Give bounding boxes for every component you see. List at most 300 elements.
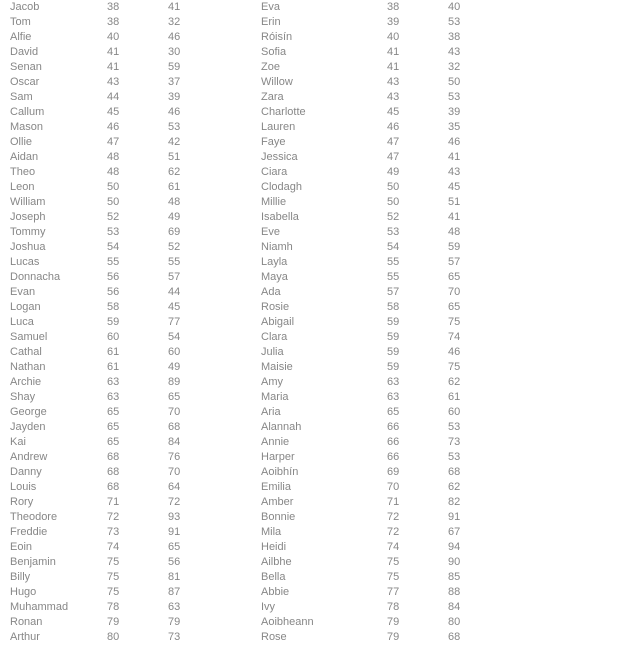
cell-boy-name-column: Joshua	[10, 241, 46, 253]
table-row	[0, 270, 630, 285]
cell-boy-name-column: Tom	[10, 16, 31, 28]
cell-girl-value-1-column: 57	[387, 286, 400, 298]
cell-girl-value-1-column: 54	[387, 241, 400, 253]
cell-boy-value-1-column: 79	[107, 616, 120, 628]
cell-boy-value-2-column: 65	[168, 541, 181, 553]
cell-boy-name-column: Hugo	[10, 586, 37, 598]
table-row	[0, 525, 630, 540]
cell-boy-name-column: Danny	[10, 466, 42, 478]
cell-boy-value-2-column: 32	[168, 16, 181, 28]
cell-girl-value-2-column: 45	[448, 181, 461, 193]
cell-girl-value-1-column: 50	[387, 196, 400, 208]
cell-girl-value-2-column: 35	[448, 121, 461, 133]
cell-boy-value-1-column: 61	[107, 346, 120, 358]
cell-girl-name-column: Abigail	[261, 316, 295, 328]
cell-girl-value-1-column: 55	[387, 271, 400, 283]
table-row	[0, 60, 630, 75]
cell-boy-value-1-column: 68	[107, 466, 120, 478]
cell-girl-name-column: Isabella	[261, 211, 299, 223]
cell-girl-name-column: Harper	[261, 451, 295, 463]
cell-boy-value-2-column: 45	[168, 301, 181, 313]
cell-girl-value-1-column: 70	[387, 481, 400, 493]
table-row	[0, 375, 630, 390]
cell-girl-value-2-column: 74	[448, 331, 461, 343]
cell-boy-value-2-column: 61	[168, 181, 181, 193]
cell-boy-value-2-column: 72	[168, 496, 181, 508]
cell-girl-value-1-column: 39	[387, 16, 400, 28]
cell-boy-value-1-column: 63	[107, 376, 120, 388]
cell-girl-name-column: Millie	[261, 196, 287, 208]
cell-boy-value-1-column: 56	[107, 271, 120, 283]
cell-boy-value-2-column: 54	[168, 331, 181, 343]
cell-girl-name-column: Lauren	[261, 121, 296, 133]
cell-girl-value-1-column: 63	[387, 376, 400, 388]
cell-boy-name-column: Ronan	[10, 616, 43, 628]
cell-boy-name-column: Samuel	[10, 331, 48, 343]
cell-boy-value-2-column: 70	[168, 406, 181, 418]
cell-girl-name-column: Clara	[261, 331, 288, 343]
cell-girl-name-column: Bonnie	[261, 511, 296, 523]
cell-boy-name-column: Lucas	[10, 256, 40, 268]
cell-boy-name-column: Joseph	[10, 211, 46, 223]
cell-boy-value-1-column: 72	[107, 511, 120, 523]
cell-girl-name-column: Abbie	[261, 586, 290, 598]
cell-boy-value-1-column: 74	[107, 541, 120, 553]
cell-boy-name-column: William	[10, 196, 46, 208]
cell-girl-value-2-column: 65	[448, 271, 461, 283]
cell-girl-value-1-column: 59	[387, 331, 400, 343]
cell-boy-value-2-column: 76	[168, 451, 181, 463]
cell-girl-value-2-column: 75	[448, 316, 461, 328]
cell-boy-name-column: Jayden	[10, 421, 46, 433]
cell-girl-value-2-column: 70	[448, 286, 461, 298]
cell-girl-value-1-column: 43	[387, 76, 400, 88]
cell-girl-value-2-column: 75	[448, 361, 461, 373]
cell-girl-value-1-column: 50	[387, 181, 400, 193]
cell-boy-value-2-column: 63	[168, 601, 181, 613]
cell-girl-value-1-column: 74	[387, 541, 400, 553]
table-row	[0, 135, 630, 150]
table-row	[0, 150, 630, 165]
cell-girl-value-1-column: 53	[387, 226, 400, 238]
cell-girl-value-2-column: 85	[448, 571, 461, 583]
cell-girl-value-2-column: 40	[448, 1, 461, 13]
table-row	[0, 15, 630, 30]
cell-girl-value-2-column: 68	[448, 466, 461, 478]
table-row	[0, 240, 630, 255]
cell-girl-value-1-column: 71	[387, 496, 400, 508]
cell-girl-name-column: Ivy	[261, 601, 276, 613]
cell-girl-name-column: Charlotte	[261, 106, 306, 118]
cell-girl-value-1-column: 75	[387, 556, 400, 568]
cell-boy-value-1-column: 78	[107, 601, 120, 613]
cell-boy-name-column: David	[10, 46, 39, 58]
table-row	[0, 225, 630, 240]
cell-girl-name-column: Jessica	[261, 151, 298, 163]
cell-boy-name-column: Donnacha	[10, 271, 61, 283]
cell-boy-name-column: Shay	[10, 391, 36, 403]
cell-boy-value-2-column: 68	[168, 421, 181, 433]
cell-girl-value-1-column: 79	[387, 616, 400, 628]
cell-boy-value-2-column: 46	[168, 31, 181, 43]
cell-girl-value-2-column: 62	[448, 376, 461, 388]
cell-boy-name-column: Kai	[10, 436, 26, 448]
cell-boy-value-2-column: 39	[168, 91, 181, 103]
cell-boy-value-1-column: 55	[107, 256, 120, 268]
cell-girl-name-column: Alannah	[261, 421, 302, 433]
cell-boy-value-1-column: 56	[107, 286, 120, 298]
table-row	[0, 360, 630, 375]
cell-boy-value-2-column: 62	[168, 166, 181, 178]
table-row	[0, 165, 630, 180]
cell-girl-name-column: Erin	[261, 16, 281, 28]
cell-boy-value-1-column: 48	[107, 166, 120, 178]
table-row	[0, 435, 630, 450]
cell-boy-value-1-column: 75	[107, 556, 120, 568]
cell-girl-value-2-column: 91	[448, 511, 461, 523]
cell-girl-value-1-column: 72	[387, 511, 400, 523]
cell-girl-value-1-column: 59	[387, 361, 400, 373]
cell-girl-value-2-column: 60	[448, 406, 461, 418]
cell-girl-value-2-column: 38	[448, 31, 461, 43]
cell-boy-value-2-column: 70	[168, 466, 181, 478]
cell-boy-value-2-column: 87	[168, 586, 181, 598]
cell-girl-value-2-column: 94	[448, 541, 461, 553]
table-row	[0, 0, 630, 15]
cell-girl-name-column: Heidi	[261, 541, 287, 553]
cell-boy-name-column: Mason	[10, 121, 44, 133]
cell-boy-value-1-column: 50	[107, 181, 120, 193]
cell-boy-value-1-column: 44	[107, 91, 120, 103]
cell-girl-name-column: Aria	[261, 406, 281, 418]
table-row	[0, 420, 630, 435]
cell-girl-name-column: Bella	[261, 571, 286, 583]
cell-boy-name-column: Muhammad	[10, 601, 69, 613]
cell-boy-value-1-column: 53	[107, 226, 120, 238]
cell-girl-name-column: Julia	[261, 346, 284, 358]
cell-girl-value-2-column: 53	[448, 421, 461, 433]
table-row	[0, 465, 630, 480]
cell-girl-value-1-column: 66	[387, 421, 400, 433]
table-row	[0, 105, 630, 120]
cell-girl-value-2-column: 59	[448, 241, 461, 253]
cell-boy-name-column: Nathan	[10, 361, 46, 373]
cell-girl-value-2-column: 41	[448, 151, 461, 163]
cell-boy-value-2-column: 37	[168, 76, 181, 88]
cell-boy-name-column: Luca	[10, 316, 34, 328]
table-row	[0, 570, 630, 585]
cell-boy-value-1-column: 68	[107, 451, 120, 463]
cell-boy-value-1-column: 40	[107, 31, 120, 43]
cell-girl-value-2-column: 61	[448, 391, 461, 403]
cell-girl-name-column: Maya	[261, 271, 288, 283]
cell-boy-value-2-column: 46	[168, 106, 181, 118]
cell-boy-value-1-column: 75	[107, 571, 120, 583]
cell-girl-name-column: Ada	[261, 286, 281, 298]
cell-boy-value-2-column: 79	[168, 616, 181, 628]
cell-girl-name-column: Aoibhín	[261, 466, 299, 478]
cell-girl-value-2-column: 53	[448, 16, 461, 28]
cell-boy-value-1-column: 41	[107, 46, 120, 58]
cell-girl-name-column: Rose	[261, 631, 287, 643]
table-row	[0, 480, 630, 495]
cell-girl-name-column: Sofia	[261, 46, 287, 58]
table-row	[0, 255, 630, 270]
cell-boy-value-2-column: 48	[168, 196, 181, 208]
cell-boy-name-column: Louis	[10, 481, 37, 493]
cell-boy-value-2-column: 56	[168, 556, 181, 568]
cell-girl-value-1-column: 59	[387, 316, 400, 328]
cell-girl-name-column: Emilia	[261, 481, 291, 493]
cell-boy-name-column: Aidan	[10, 151, 39, 163]
cell-girl-value-1-column: 72	[387, 526, 400, 538]
cell-girl-value-1-column: 63	[387, 391, 400, 403]
cell-girl-value-1-column: 59	[387, 346, 400, 358]
cell-boy-name-column: Callum	[10, 106, 45, 118]
cell-boy-value-1-column: 65	[107, 421, 120, 433]
cell-boy-name-column: George	[10, 406, 47, 418]
cell-girl-value-2-column: 84	[448, 601, 461, 613]
cell-boy-value-2-column: 52	[168, 241, 181, 253]
cell-girl-value-2-column: 50	[448, 76, 461, 88]
table-row	[0, 510, 630, 525]
cell-girl-value-1-column: 47	[387, 136, 400, 148]
cell-boy-value-1-column: 38	[107, 1, 120, 13]
cell-girl-name-column: Eve	[261, 226, 280, 238]
cell-boy-name-column: Andrew	[10, 451, 48, 463]
cell-girl-value-1-column: 75	[387, 571, 400, 583]
cell-boy-value-1-column: 68	[107, 481, 120, 493]
cell-boy-name-column: Theo	[10, 166, 36, 178]
cell-boy-value-2-column: 53	[168, 121, 181, 133]
cell-boy-value-1-column: 58	[107, 301, 120, 313]
cell-boy-value-2-column: 30	[168, 46, 181, 58]
cell-boy-value-2-column: 51	[168, 151, 181, 163]
cell-boy-value-2-column: 65	[168, 391, 181, 403]
cell-boy-value-2-column: 42	[168, 136, 181, 148]
cell-girl-value-2-column: 39	[448, 106, 461, 118]
cell-girl-value-2-column: 68	[448, 631, 461, 643]
table-row	[0, 390, 630, 405]
cell-girl-value-2-column: 43	[448, 46, 461, 58]
cell-girl-value-2-column: 67	[448, 526, 461, 538]
cell-girl-value-2-column: 82	[448, 496, 461, 508]
cell-girl-name-column: Aoibheann	[261, 616, 314, 628]
cell-boy-value-1-column: 60	[107, 331, 120, 343]
cell-boy-name-column: Tommy	[10, 226, 46, 238]
cell-boy-name-column: Eoin	[10, 541, 33, 553]
cell-girl-name-column: Amy	[261, 376, 283, 388]
cell-boy-value-2-column: 59	[168, 61, 181, 73]
cell-girl-value-1-column: 66	[387, 451, 400, 463]
cell-girl-value-1-column: 52	[387, 211, 400, 223]
cell-boy-name-column: Senan	[10, 61, 42, 73]
cell-boy-value-2-column: 91	[168, 526, 181, 538]
table-row	[0, 585, 630, 600]
cell-girl-value-2-column: 62	[448, 481, 461, 493]
cell-boy-value-1-column: 45	[107, 106, 120, 118]
cell-girl-value-1-column: 79	[387, 631, 400, 643]
table-row	[0, 90, 630, 105]
cell-boy-value-1-column: 61	[107, 361, 120, 373]
cell-girl-value-1-column: 69	[387, 466, 400, 478]
cell-girl-value-1-column: 47	[387, 151, 400, 163]
cell-girl-name-column: Zara	[261, 91, 284, 103]
cell-boy-name-column: Benjamin	[10, 556, 56, 568]
cell-girl-value-1-column: 78	[387, 601, 400, 613]
cell-girl-value-2-column: 41	[448, 211, 461, 223]
table-row	[0, 285, 630, 300]
cell-boy-value-1-column: 52	[107, 211, 120, 223]
cell-boy-value-2-column: 93	[168, 511, 181, 523]
cell-girl-name-column: Willow	[261, 76, 293, 88]
cell-girl-value-2-column: 43	[448, 166, 461, 178]
table-row	[0, 120, 630, 135]
table-row	[0, 300, 630, 315]
cell-girl-value-2-column: 65	[448, 301, 461, 313]
table-row	[0, 180, 630, 195]
cell-girl-value-1-column: 49	[387, 166, 400, 178]
cell-girl-name-column: Maisie	[261, 361, 293, 373]
cell-boy-name-column: Logan	[10, 301, 41, 313]
cell-girl-value-1-column: 46	[387, 121, 400, 133]
cell-boy-value-2-column: 77	[168, 316, 181, 328]
cell-boy-value-2-column: 69	[168, 226, 181, 238]
cell-boy-value-2-column: 64	[168, 481, 181, 493]
cell-girl-name-column: Ciara	[261, 166, 288, 178]
cell-girl-value-2-column: 53	[448, 451, 461, 463]
cell-boy-value-1-column: 73	[107, 526, 120, 538]
table-row	[0, 600, 630, 615]
cell-girl-value-2-column: 57	[448, 256, 461, 268]
cell-boy-value-1-column: 48	[107, 151, 120, 163]
cell-boy-value-1-column: 59	[107, 316, 120, 328]
table-row	[0, 405, 630, 420]
cell-girl-value-2-column: 90	[448, 556, 461, 568]
cell-girl-name-column: Maria	[261, 391, 289, 403]
table-row	[0, 315, 630, 330]
cell-girl-name-column: Annie	[261, 436, 290, 448]
cell-boy-value-2-column: 89	[168, 376, 181, 388]
cell-boy-name-column: Sam	[10, 91, 33, 103]
cell-boy-value-2-column: 81	[168, 571, 181, 583]
cell-boy-value-1-column: 41	[107, 61, 120, 73]
cell-boy-name-column: Ollie	[10, 136, 33, 148]
cell-girl-name-column: Róisín	[261, 31, 293, 43]
cell-boy-name-column: Oscar	[10, 76, 40, 88]
cell-boy-name-column: Jacob	[10, 1, 40, 13]
cell-girl-value-2-column: 48	[448, 226, 461, 238]
cell-boy-value-1-column: 71	[107, 496, 120, 508]
cell-girl-name-column: Clodagh	[261, 181, 302, 193]
cell-boy-name-column: Cathal	[10, 346, 42, 358]
cell-girl-value-1-column: 45	[387, 106, 400, 118]
cell-boy-name-column: Arthur	[10, 631, 40, 643]
table-row	[0, 615, 630, 630]
cell-boy-value-2-column: 49	[168, 211, 181, 223]
cell-boy-value-2-column: 84	[168, 436, 181, 448]
cell-girl-name-column: Niamh	[261, 241, 293, 253]
cell-girl-value-1-column: 65	[387, 406, 400, 418]
cell-girl-value-1-column: 38	[387, 1, 400, 13]
cell-boy-name-column: Rory	[10, 496, 34, 508]
cell-boy-value-1-column: 50	[107, 196, 120, 208]
cell-boy-value-1-column: 63	[107, 391, 120, 403]
cell-boy-value-1-column: 46	[107, 121, 120, 133]
cell-boy-value-1-column: 75	[107, 586, 120, 598]
cell-girl-value-2-column: 53	[448, 91, 461, 103]
table-row	[0, 210, 630, 225]
cell-girl-value-2-column: 46	[448, 346, 461, 358]
cell-boy-name-column: Archie	[10, 376, 42, 388]
cell-girl-name-column: Zoe	[261, 61, 280, 73]
cell-boy-value-2-column: 57	[168, 271, 181, 283]
table-row	[0, 75, 630, 90]
table-row	[0, 495, 630, 510]
cell-girl-value-2-column: 51	[448, 196, 461, 208]
cell-girl-name-column: Eva	[261, 1, 280, 13]
cell-girl-name-column: Ailbhe	[261, 556, 292, 568]
cell-boy-value-2-column: 55	[168, 256, 181, 268]
cell-girl-value-2-column: 32	[448, 61, 461, 73]
cell-boy-name-column: Evan	[10, 286, 36, 298]
cell-girl-value-2-column: 73	[448, 436, 461, 448]
table-row	[0, 45, 630, 60]
cell-girl-value-1-column: 41	[387, 61, 400, 73]
cell-girl-value-1-column: 41	[387, 46, 400, 58]
cell-boy-value-1-column: 47	[107, 136, 120, 148]
cell-girl-value-1-column: 66	[387, 436, 400, 448]
table-row	[0, 195, 630, 210]
cell-boy-value-1-column: 65	[107, 406, 120, 418]
cell-boy-value-1-column: 54	[107, 241, 120, 253]
cell-boy-value-2-column: 60	[168, 346, 181, 358]
cell-boy-value-2-column: 44	[168, 286, 181, 298]
cell-girl-name-column: Mila	[261, 526, 282, 538]
cell-boy-name-column: Billy	[10, 571, 31, 583]
cell-boy-value-1-column: 38	[107, 16, 120, 28]
table-row	[0, 30, 630, 45]
cell-boy-value-2-column: 49	[168, 361, 181, 373]
cell-girl-value-2-column: 46	[448, 136, 461, 148]
cell-girl-name-column: Faye	[261, 136, 286, 148]
cell-boy-value-1-column: 80	[107, 631, 120, 643]
cell-boy-value-2-column: 41	[168, 1, 181, 13]
cell-girl-value-2-column: 80	[448, 616, 461, 628]
table-row	[0, 630, 630, 645]
cell-boy-value-1-column: 43	[107, 76, 120, 88]
cell-girl-name-column: Rosie	[261, 301, 290, 313]
cell-boy-name-column: Theodore	[10, 511, 58, 523]
cell-girl-value-1-column: 77	[387, 586, 400, 598]
cell-girl-name-column: Layla	[261, 256, 288, 268]
cell-boy-value-1-column: 65	[107, 436, 120, 448]
cell-boy-name-column: Freddie	[10, 526, 48, 538]
cell-girl-value-1-column: 40	[387, 31, 400, 43]
table-row	[0, 540, 630, 555]
cell-boy-name-column: Leon	[10, 181, 35, 193]
cell-girl-value-1-column: 58	[387, 301, 400, 313]
cell-boy-name-column: Alfie	[10, 31, 32, 43]
table-row	[0, 450, 630, 465]
cell-girl-value-1-column: 55	[387, 256, 400, 268]
cell-girl-value-1-column: 43	[387, 91, 400, 103]
table-row	[0, 345, 630, 360]
cell-girl-value-2-column: 88	[448, 586, 461, 598]
cell-girl-name-column: Amber	[261, 496, 294, 508]
table-row	[0, 330, 630, 345]
table-row	[0, 555, 630, 570]
